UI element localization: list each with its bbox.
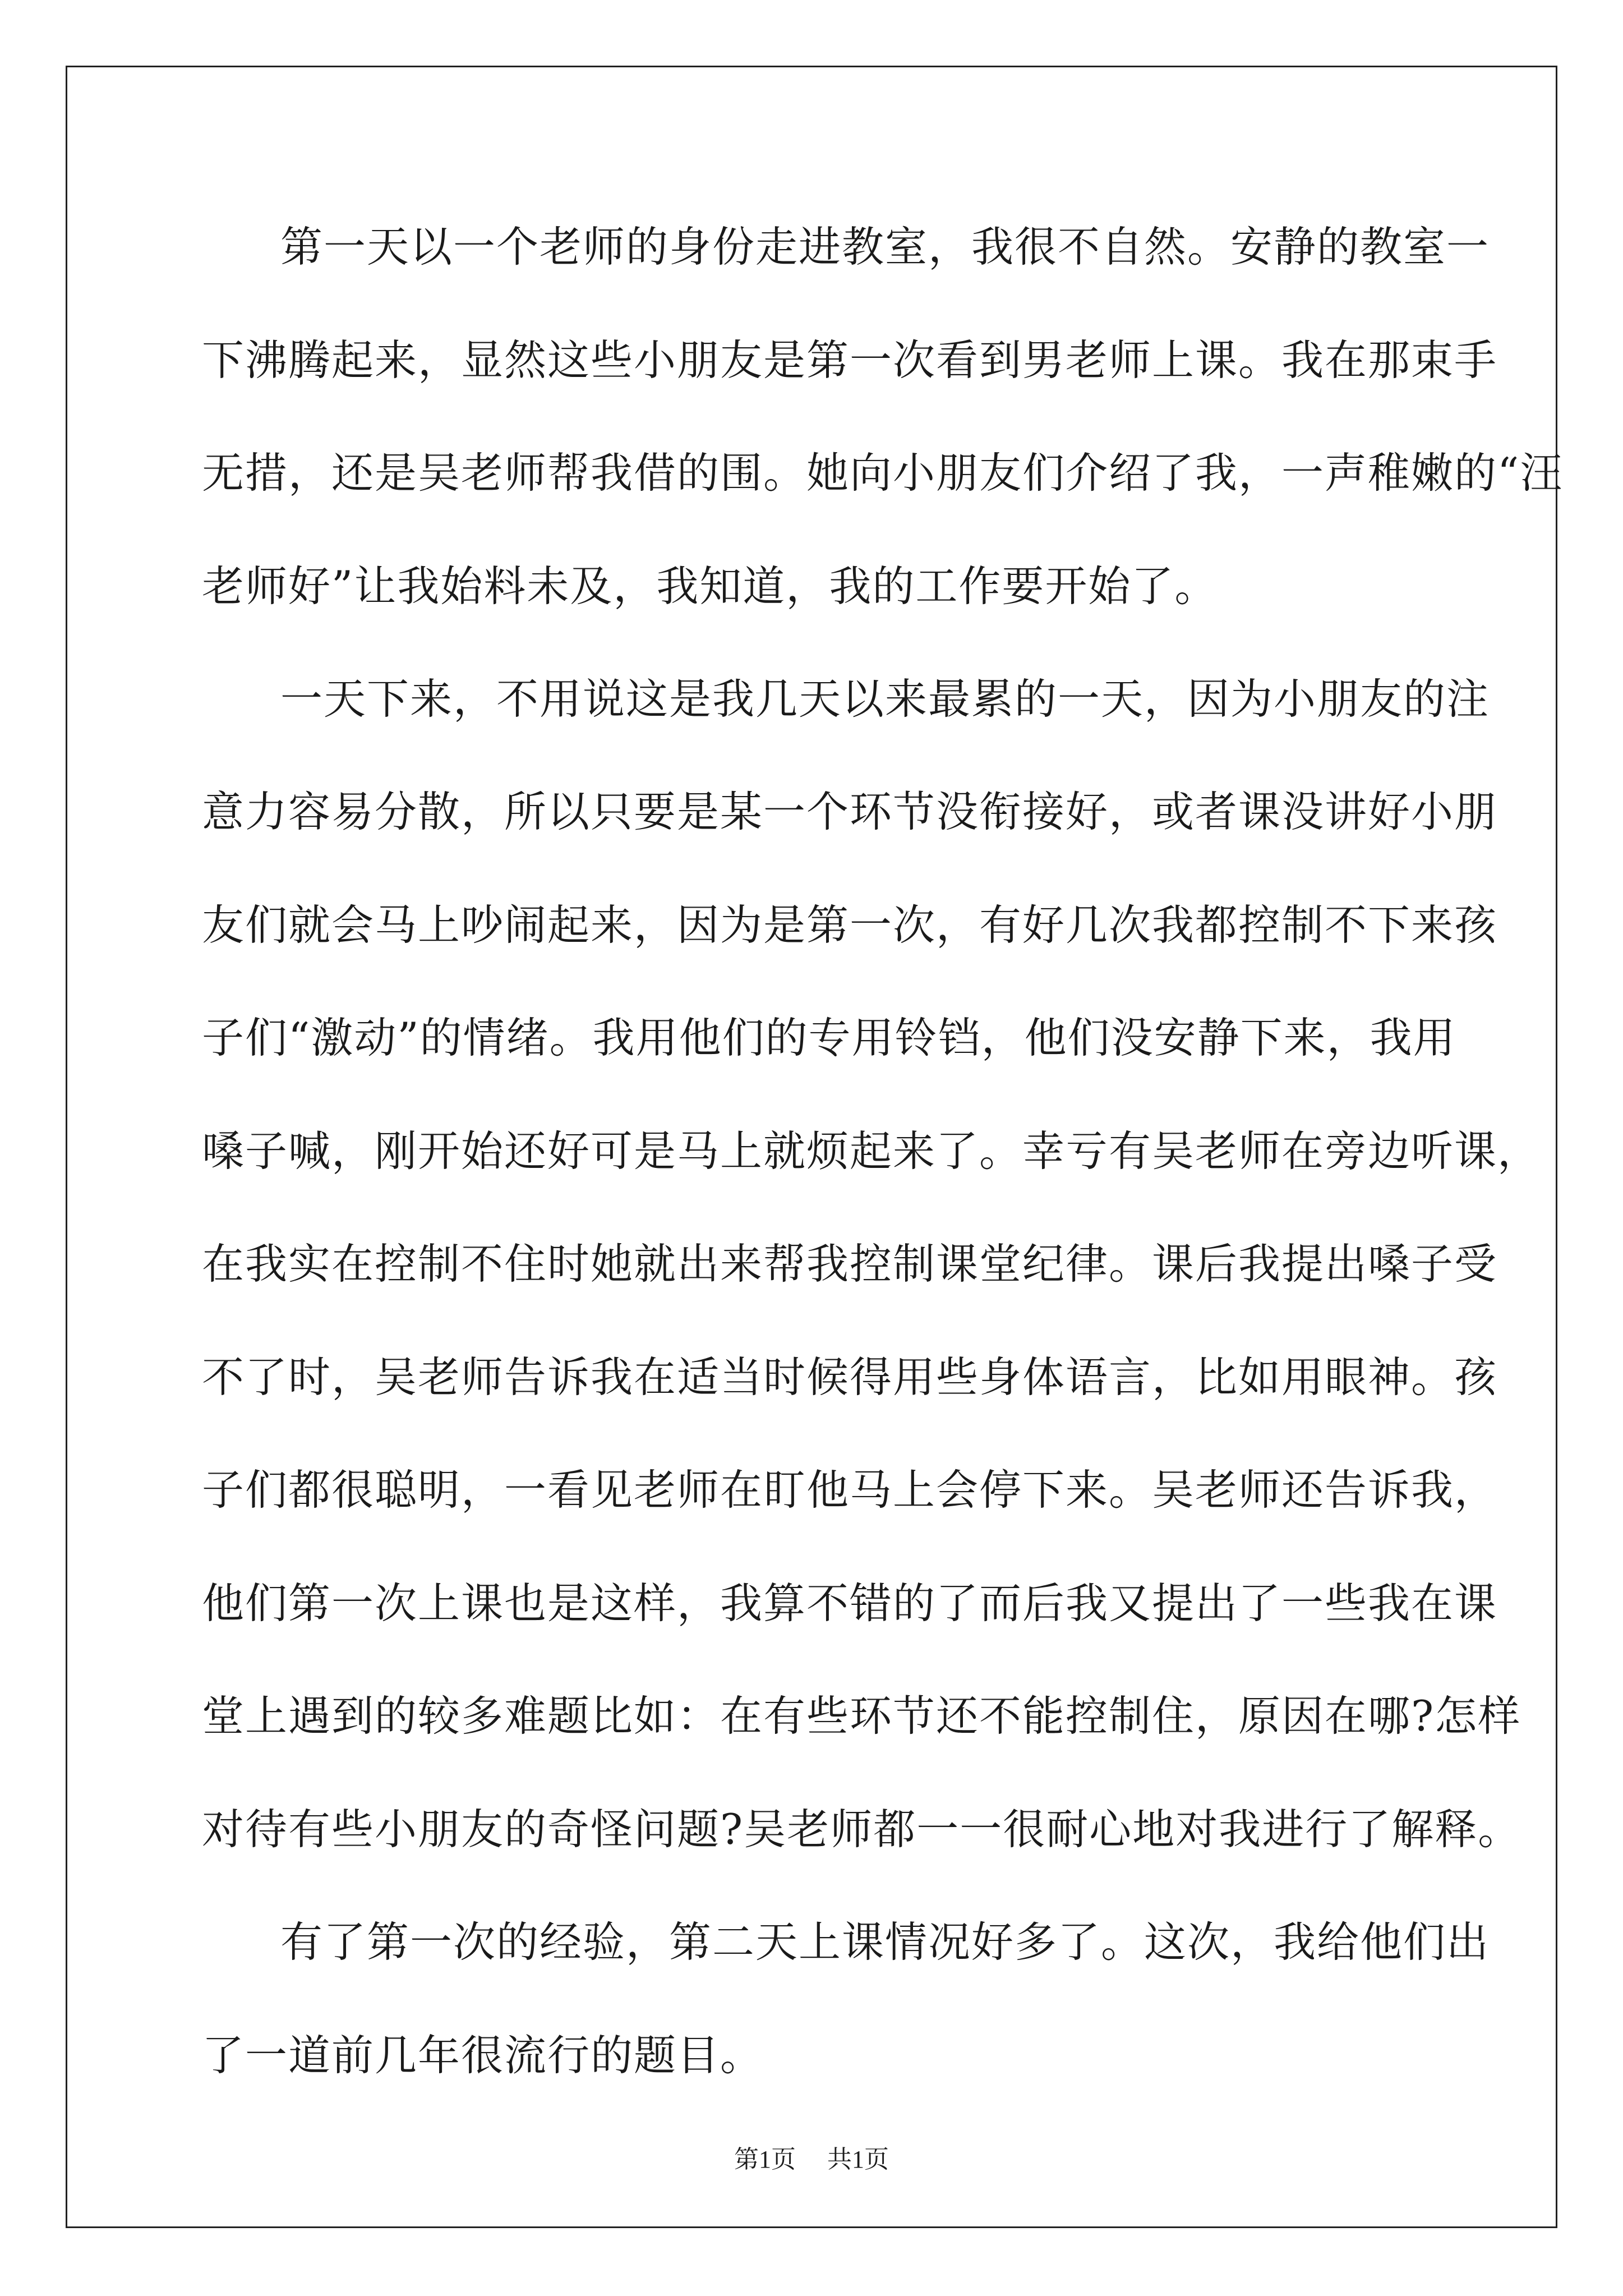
paragraph-2-line-7: 不了时，吴老师告诉我在适当时候得用些身体语言，比如用眼神。孩 — [202, 1352, 1498, 1402]
paragraph-3-line-1: 有了第一次的经验，第二天上课情况好多了。这次，我给他们出 — [280, 1917, 1490, 1967]
paragraph-2-line-8: 子们都很聪明，一看见老师在盯他马上会停下来。吴老师还告诉我， — [202, 1465, 1498, 1515]
paragraph-1-line-3: 无措，还是吴老师帮我借的围。她向小朋友们介绍了我，一声稚嫩的“汪 — [202, 448, 1564, 498]
paragraph-1-line-2: 下沸腾起来，显然这些小朋友是第一次看到男老师上课。我在那束手 — [202, 335, 1498, 385]
paragraph-2-line-5: 嗓子喊，刚开始还好可是马上就烦起来了。幸亏有吴老师在旁边听课， — [202, 1126, 1541, 1176]
paragraph-1-line-1: 第一天以一个老师的身份走进教室，我很不自然。安静的教室一 — [280, 222, 1490, 272]
paragraph-1-line-4: 老师好”让我始料未及，我知道，我的工作要开始了。 — [202, 562, 1218, 611]
page-number-current: 第1页 — [734, 2146, 796, 2173]
paragraph-2-line-10: 堂上遇到的较多难题比如：在有些环节还不能控制住，原因在哪?怎样 — [202, 1691, 1521, 1741]
page-number-total: 共1页 — [827, 2146, 889, 2173]
paragraph-2-line-3: 友们就会马上吵闹起来，因为是第一次，有好几次我都控制不下来孩 — [202, 900, 1498, 950]
paragraph-2-line-6: 在我实在控制不住时她就出来帮我控制课堂纪律。课后我提出嗓子受 — [202, 1239, 1498, 1289]
paragraph-3-line-2: 了一道前几年很流行的题目。 — [202, 2031, 764, 2080]
paragraph-2-line-4: 子们“激动”的情绪。我用他们的专用铃铛，他们没安静下来，我用 — [202, 1013, 1456, 1062]
paragraph-2-line-1: 一天下来，不用说这是我几天以来最累的一天，因为小朋友的注 — [280, 674, 1490, 724]
paragraph-2-line-11: 对待有些小朋友的奇怪问题?吴老师都一一很耐心地对我进行了解释。 — [202, 1805, 1521, 1854]
paragraph-2-line-9: 他们第一次上课也是这样，我算不错的了而后我又提出了一些我在课 — [202, 1579, 1498, 1628]
paragraph-2-line-2: 意力容易分散，所以只要是某一个环节没衔接好，或者课没讲好小朋 — [202, 787, 1498, 836]
page-footer — [0, 2143, 1623, 2177]
